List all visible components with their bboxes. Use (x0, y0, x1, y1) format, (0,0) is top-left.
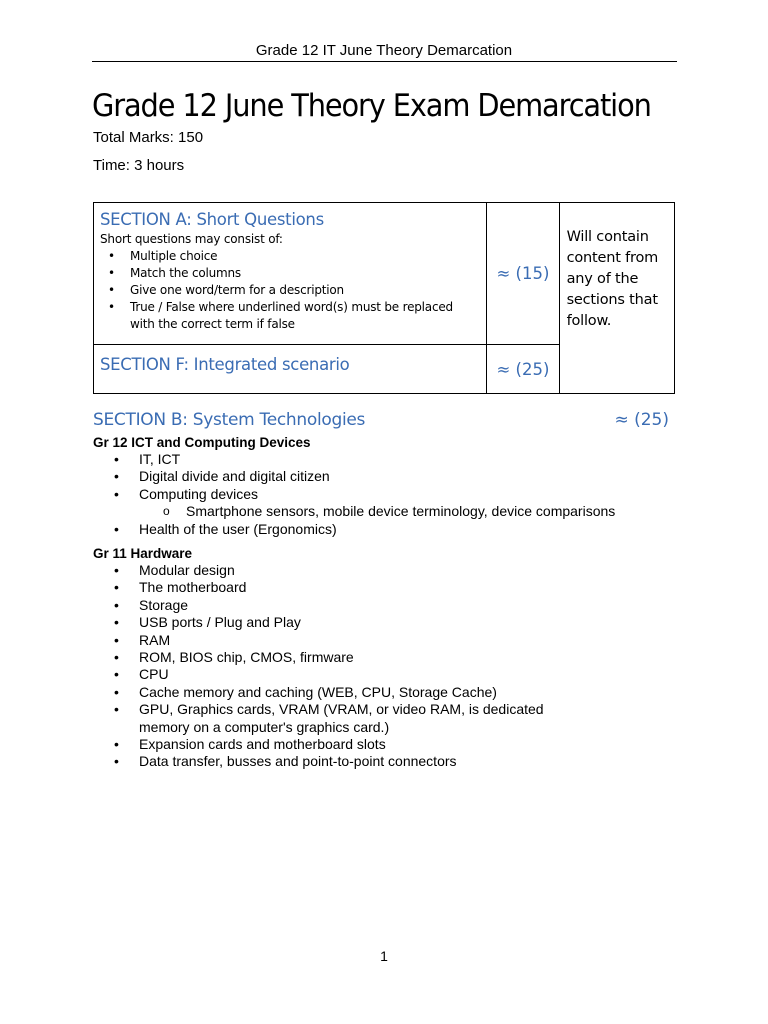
list-item: • Cache memory and caching (WEB, CPU, Storage Cache) (93, 684, 673, 701)
section-b-heading: SECTION B: System Technologies (93, 410, 366, 430)
group-title: Gr 11 Hardware (93, 546, 193, 561)
list-item: • Multiple choice (100, 248, 486, 265)
page-header: Grade 12 IT June Theory Demarcation (255, 42, 513, 59)
page-number: 1 (380, 948, 388, 964)
list-item: • Expansion cards and motherboard slots (93, 736, 673, 753)
list-item: • Modular design (93, 562, 673, 579)
section-f-marks: ≈ (25) (487, 345, 559, 394)
list-item: • CPU (93, 666, 673, 683)
section-f-heading: SECTION F: Integrated scenario (100, 355, 350, 374)
list-item-continuation: memory on a computer's graphics card.) (139, 718, 390, 735)
list-item: • RAM (93, 632, 673, 649)
section-b-marks: ≈ (25) (614, 410, 669, 430)
list-item: • Computing devices (93, 486, 673, 503)
list-item: • Health of the user (Ergonomics) (93, 521, 673, 538)
group-title: Gr 12 ICT and Computing Devices (93, 435, 311, 450)
list-item: • GPU, Graphics cards, VRAM (VRAM, or video RAM, is dedicated (93, 701, 673, 718)
sub-list-item: o Smartphone sensors, mobile device terminology, device comparisons (93, 503, 673, 520)
topic-group-ict (93, 434, 673, 538)
section-f-cell (94, 345, 487, 394)
list-item: • Data transfer, busses and point-to-point connectors (93, 753, 673, 770)
topic-list (93, 562, 673, 771)
section-b-header (93, 410, 669, 430)
list-item: • The motherboard (93, 579, 673, 596)
sections-table (93, 202, 675, 394)
header-divider (92, 61, 677, 62)
document-title: Grade 12 June Theory Exam Demarcation (92, 88, 651, 124)
list-item: • ROM, BIOS chip, CMOS, firmware (93, 649, 673, 666)
list-item: • True / False where underlined word(s) must be replaced (100, 299, 486, 316)
section-a-intro: Short questions may consist of: (100, 232, 283, 246)
list-item: • Match the columns (100, 265, 486, 282)
list-item: • Storage (93, 597, 673, 614)
total-marks: Total Marks: 150 (93, 129, 204, 146)
list-item: • IT, ICT (93, 451, 673, 468)
table-row (94, 203, 675, 345)
section-a-cell (94, 203, 487, 345)
section-a-marks: ≈ (15) (487, 203, 559, 345)
topic-list (93, 451, 673, 538)
exam-time: Time: 3 hours (93, 157, 185, 174)
list-item: • Digital divide and digital citizen (93, 468, 673, 485)
section-a-list (100, 248, 486, 333)
list-item-continuation: with the correct term if false (130, 317, 295, 331)
topic-group-hardware (93, 545, 673, 771)
list-item: • USB ports / Plug and Play (93, 614, 673, 631)
list-item: • Give one word/term for a description (100, 282, 486, 299)
sections-note: Will contain content from any of the sections that follow. (559, 203, 674, 394)
section-a-heading: SECTION A: Short Questions (100, 210, 324, 229)
